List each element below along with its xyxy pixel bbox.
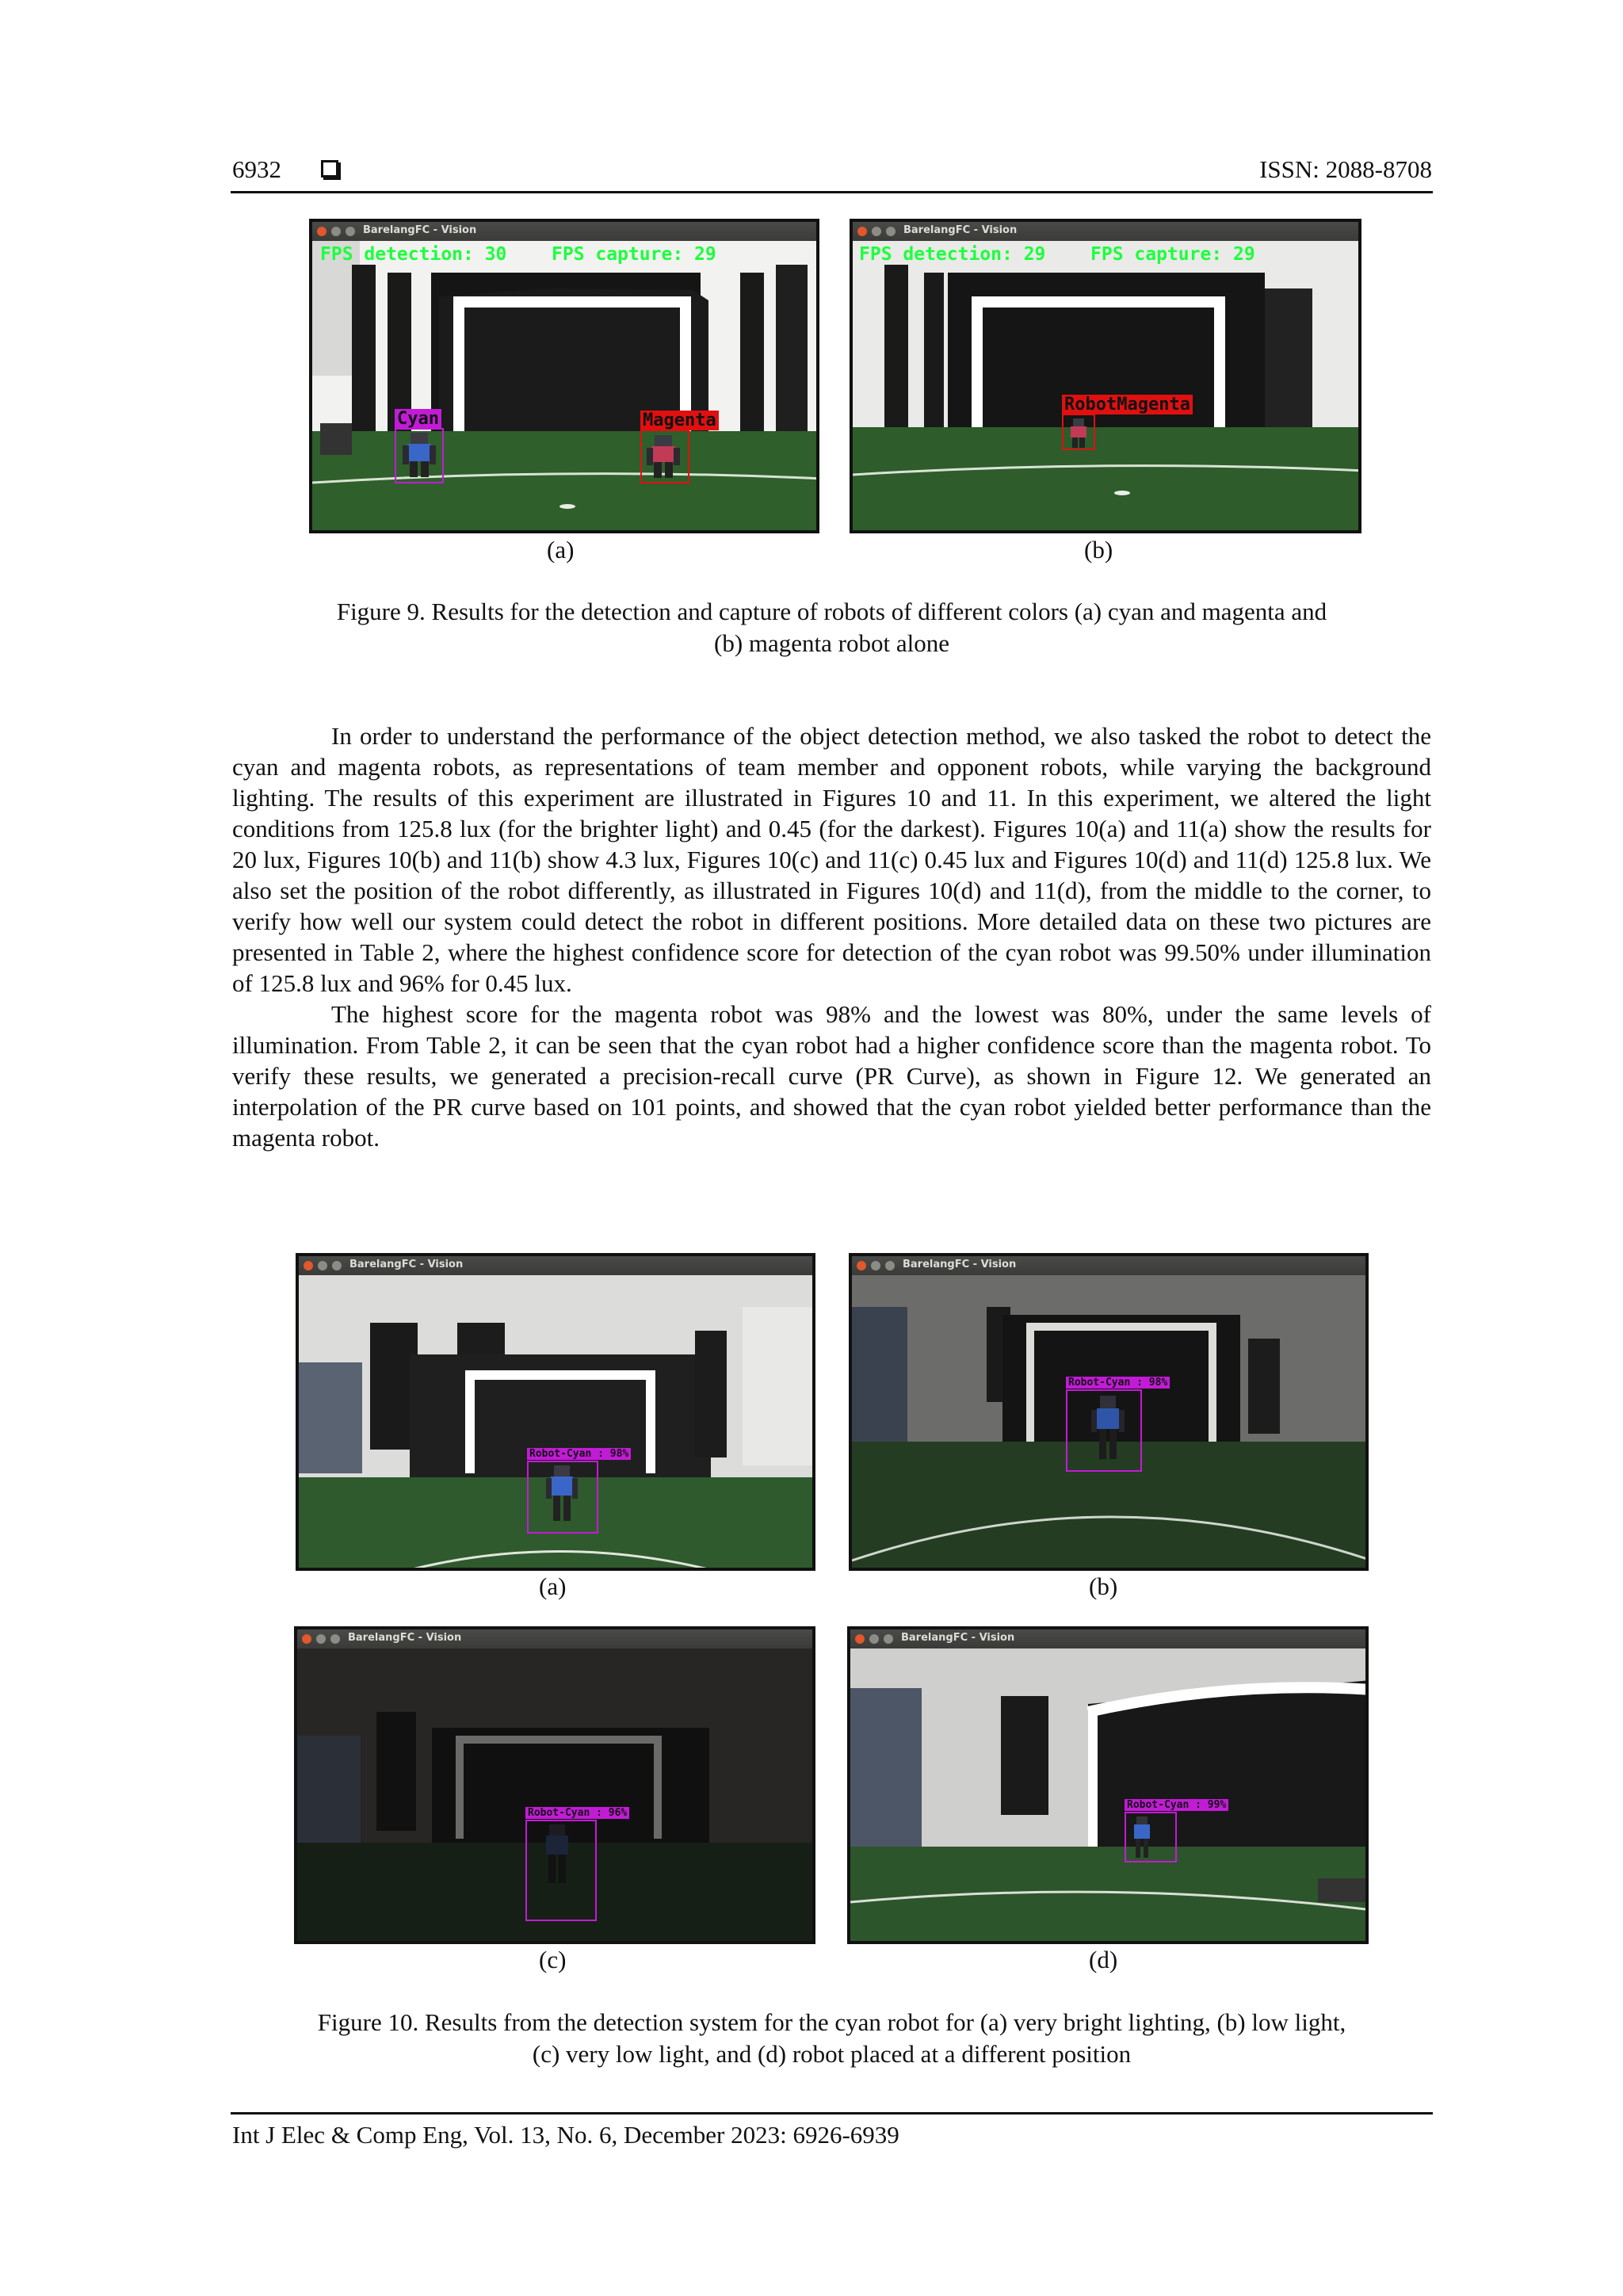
close-icon	[855, 1634, 865, 1644]
magenta-detection-label: Magenta	[640, 411, 719, 430]
square-bullet-icon	[321, 160, 338, 178]
minimize-icon	[869, 1634, 879, 1644]
cyan-detection-label: Robot-Cyan : 98%	[527, 1448, 631, 1460]
window-title: BarelangFC - Vision	[903, 1259, 1017, 1270]
maximize-icon	[886, 227, 896, 236]
figure10d-screenshot	[847, 1626, 1369, 1944]
camera-view	[297, 1648, 812, 1941]
window-titlebar	[852, 1256, 1365, 1275]
fps-capture-readout: FPS capture: 29	[552, 244, 716, 265]
close-icon	[857, 1261, 866, 1270]
figure10a-label: (a)	[539, 1572, 567, 1600]
figure10d-label: (d)	[1089, 1946, 1118, 1973]
body-text	[232, 720, 1431, 1153]
magenta-detection-label: RobotMagenta	[1062, 395, 1193, 415]
window-title: BarelangFC - Vision	[349, 1259, 464, 1270]
cyan-detection-box	[525, 1820, 597, 1921]
journal-issn: ISSN: 2088-8708	[1259, 155, 1432, 183]
maximize-icon	[330, 1634, 340, 1644]
window-title: BarelangFC - Vision	[348, 1632, 462, 1644]
figure10c-label: (c)	[539, 1946, 567, 1973]
maximize-icon	[884, 1634, 893, 1644]
soccer-field-scene	[312, 241, 819, 533]
camera-view	[853, 241, 1358, 530]
camera-view	[299, 1275, 812, 1568]
close-icon	[302, 1634, 311, 1644]
camera-view	[312, 241, 816, 530]
minimize-icon	[871, 1261, 880, 1270]
corner-position-scene	[850, 1648, 1369, 1944]
cyan-detection-label: Robot-Cyan : 99%	[1125, 1799, 1228, 1811]
minimize-icon	[318, 1261, 327, 1270]
paragraph-2: The highest score for the magenta robot was 98% and the lowest was 80%, under the same levels of illumination. From Table 2, it can be seen that the cyan robot had a higher confidence score than the magenta robot. To verify these results, we generated a precision-recall curve (PR Curve), as shown in Figure 12. We generated an interpolation of the PR curve based on 101 points, and showed that the cyan robot yielded better performance than the magenta robot.	[232, 1000, 1431, 1152]
cyan-detection-box	[1066, 1389, 1142, 1472]
soccer-field-scene	[853, 241, 1361, 533]
minimize-icon	[872, 227, 881, 236]
header-divider	[231, 191, 1433, 193]
figure9a-label: (a)	[547, 536, 575, 563]
figure10-caption: Figure 10. Results from the detection system for the cyan robot for (a) very bright lighting, (b) low light, (c) very low light, and (d) robot placed at a different position	[317, 2008, 1346, 2068]
cyan-detection-box	[527, 1461, 598, 1534]
cyan-detection-label: Robot-Cyan : 96%	[525, 1807, 629, 1819]
camera-view	[852, 1275, 1365, 1568]
close-icon	[317, 227, 327, 236]
close-icon	[857, 227, 867, 236]
minimize-icon	[331, 227, 341, 236]
magenta-detection-box	[1062, 414, 1095, 450]
window-titlebar	[299, 1256, 812, 1275]
window-title: BarelangFC - Vision	[903, 224, 1018, 236]
cyan-detection-box	[1125, 1812, 1177, 1862]
fps-capture-readout: FPS capture: 29	[1090, 244, 1255, 265]
figure9b-screenshot	[850, 219, 1361, 533]
figure9a-screenshot	[309, 219, 819, 533]
journal-citation: Int J Elec & Comp Eng, Vol. 13, No. 6, December 2023: 6926-6939	[232, 2121, 899, 2149]
paragraph-1: In order to understand the performance of the object detection method, we also tasked the robot to detect the cyan and magenta robots, as representations of team member and opponent robots, while varying the background lighting. The results of this experiment are illustrated in Figures 10 and 11. In this experiment, we altered the light conditions from 125.8 lux (for the brighter light) and 0.45 (for the darkest). Figures 10(a) and 11(a) show the results for 20 lux, Figures 10(b) and 11(b) show 4.3 lux, Figures 10(c) and 11(c) 0.45 lux and Figures 10(d) and 11(d) 125.8 lux. We also set the position of the robot differently, as illustrated in Figures 10(d) and 11(d), from the middle to the corner, to verify how well our system could detect the robot in different positions. More detailed data on these two pictures are presented in Table 2, where the highest confidence score for detection of the cyan robot was 99.50% under illumination of 125.8 lux and 96% for 0.45 lux.	[232, 722, 1431, 997]
camera-view	[850, 1648, 1365, 1941]
fps-detection-readout: FPS detection: 29	[859, 244, 1046, 265]
magenta-detection-box	[640, 430, 689, 483]
figure10b-label: (b)	[1089, 1572, 1118, 1600]
footer-divider	[231, 2112, 1433, 2115]
cyan-detection-label: Robot-Cyan : 98%	[1066, 1377, 1170, 1389]
cyan-detection-box	[395, 428, 444, 483]
figure9b-label: (b)	[1084, 536, 1113, 563]
maximize-icon	[885, 1261, 895, 1270]
maximize-icon	[346, 227, 355, 236]
page-number: 6932	[232, 155, 281, 183]
cyan-detection-label: Cyan	[395, 409, 441, 429]
window-title: BarelangFC - Vision	[901, 1632, 1015, 1644]
fps-detection-readout: FPS detection: 30	[320, 244, 507, 265]
figure10b-screenshot	[849, 1253, 1369, 1571]
figure10a-screenshot	[296, 1253, 815, 1571]
figure10c-screenshot	[294, 1626, 815, 1944]
window-title: BarelangFC - Vision	[363, 224, 477, 236]
minimize-icon	[316, 1634, 326, 1644]
figure9-caption: Figure 9. Results for the detection and capture of robots of different colors (a) cyan and magenta and (b) magenta robot alone	[336, 598, 1327, 657]
close-icon	[304, 1261, 313, 1270]
window-titlebar	[850, 1629, 1365, 1648]
window-titlebar	[297, 1629, 812, 1648]
window-titlebar	[853, 222, 1358, 241]
maximize-icon	[332, 1261, 342, 1270]
window-titlebar	[312, 222, 816, 241]
